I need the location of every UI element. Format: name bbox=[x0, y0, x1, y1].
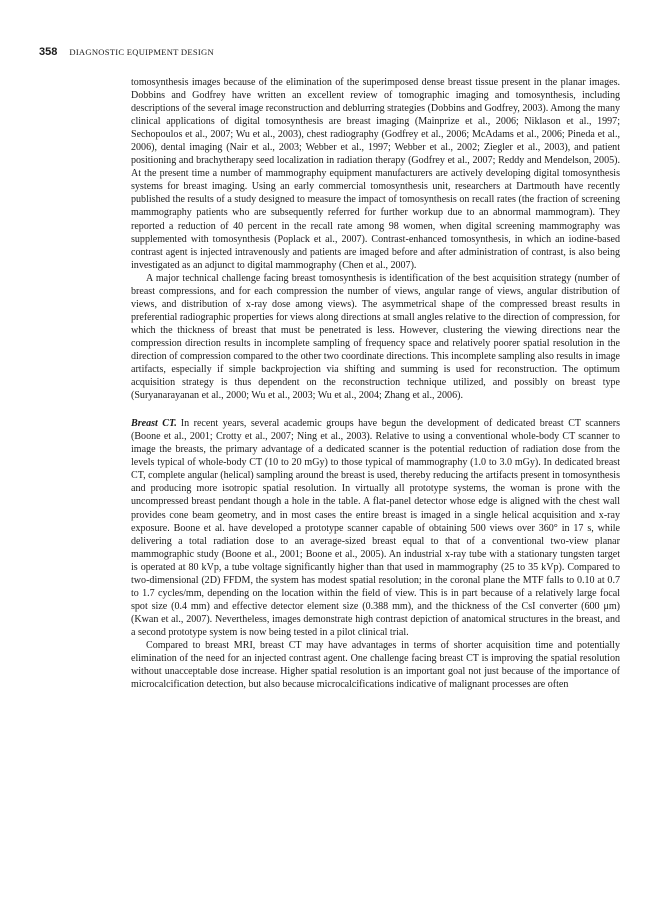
page-number: 358 bbox=[39, 46, 58, 58]
body-text bbox=[131, 76, 620, 691]
running-head bbox=[39, 46, 214, 60]
breast-ct-text: In recent years, several academic groups have begun the development of dedicated breast CT scanners (Boone et al., 2001; Crotty et al., 2007; Ning et al., 2003). Relative to using a conventional whole-body CT scanner to image the breasts, the primary advantage of a dedicated scanner is the potential reduction of radiation dose from the levels typical of whole-body CT (10 to 20 mGy) to those typical of mammography (1.0 to 3.0 mGy). In dedicated breast CT, complete angular (helical) sampling around the breast is used, thereby reducing the artifacts present in tomosynthesis and producing more isotropic spatial resolution. In virtually all prototype systems, the woman is prone with the uncompressed breast pendant though a hole in the table. A flat-panel detector whose edge is aligned with the chest wall provides cone beam geometry, and in most cases the entire breast is imaged in a single helical acquisition and x-ray exposure. Boone et al. have developed a prototype scanner capable of obtaining 500 views over 360° in 17 s, while delivering a total radiation dose to an average-sized breast equal to that of a conventional two-view planar mammographic study (Boone et al., 2001; Boone et al., 2005). An industrial x-ray tube with a stationary tungsten target is operated at 80 kVp, a tube voltage significantly higher than that used in mammography (25 to 35 kVp). Compared to two-dimensional (2D) FFDM, the system has modest spatial resolution; in the coronal plane the MTF falls to 0.10 at 0.7 to 1.7 cycles/mm, depending on the location within the field of view. This is in part because of a relatively large focal spot size (0.4 mm) and effective detector element size (0.388 mm), and the thickness of the CsI converter (600 μm) (Kwan et al., 2007). Nevertheless, images demonstrate high contrast depiction of anatomical structures in the breast, and a second prototype system is now being tested in a pilot clinical trial. bbox=[131, 418, 620, 638]
paragraph-breast-ct-vs-mri: Compared to breast MRI, breast CT may have advantages in terms of shorter acquisition time and potentially elimination of the need for an injected contrast agent. One challenge facing breast CT is improving the spatial resolution without unacceptable dose increase. Higher spatial resolution is an important goal not just because of the importance of microcalcification detection, but also because microcalcifications indicative of malignant processes are often bbox=[131, 639, 620, 691]
paragraph-acquisition-strategy: A major technical challenge facing breast tomosynthesis is identification of the best acquisition strategy (number of breast compressions, and for each compression the number of views, angular range of views, angular distribution of views, and distribution of x-ray dose among views). The asymmetrical shape of the compressed breast results in preferential radiographic properties for views along directions at small angles relative to the direction of compression, for which the thickness of breast that must be penetrated is less. However, clustering the viewing directions near the compression direction results in incomplete sampling of frequency space and relatively poorer spatial resolution in the direction of compression compared to the other two coordinate directions. This incomplete sampling also results in image artifacts, especially if simple backprojection via shifting and summing is used for reconstruction. The optimum acquisition strategy is thus dependent on the reconstruction technique utilized, and possibly on breast type (Suryanarayanan et al., 2000; Wu et al., 2003; Wu et al., 2004; Zhang et al., 2006). bbox=[131, 272, 620, 402]
section-spacer bbox=[131, 402, 620, 417]
paragraph-breast-ct bbox=[131, 417, 620, 639]
section-heading-breast-ct: Breast CT. bbox=[131, 418, 177, 430]
paragraph-tomosynthesis-applications: tomosynthesis images because of the elimination of the superimposed dense breast tissue present in the planar images. Dobbins and Godfrey have written an excellent review of tomographic imaging and tomosynthesis, including descriptions of the several image reconstruction and deblurring strategies (Dobbins and Godfrey, 2003). Among the many clinical applications of digital tomosynthesis are breast imaging (Mainprize et al., 2006; Niklason et al., 1997; Sechopoulos et al., 2007; Wu et al., 2003), chest radiography (Godfrey et al., 2006; McAdams et al., 2006; Pineda et al., 2006), dental imaging (Nair et al., 2003; Webber et al., 1997; Webber et al., 2002; Ziegler et al., 2003), and patient positioning and brachytherapy seed localization in radiation therapy (Godfrey et al., 2007; Reddy and Mendelson, 2005). At the present time a number of mammography equipment manufacturers are actively developing digital tomosynthesis systems for breast imaging. Using an early commercial tomosynthesis unit, researchers at Dartmouth have recently published the results of a study designed to measure the impact of tomosynthesis on recall rates (the fraction of screening mammography patients who are subsequently referred for further workup due to an abnormal mammogram). They reported a reduction of 40 percent in the recall rate among 98 women, when digital screening mammography was supplemented with tomosynthesis (Poplack et al., 2007). Contrast-enhanced tomosynthesis, in which an iodine-based contrast agent is injected intravenously and patients are imaged before and after administration of contrast, is also being investigated as an adjunct to digital mammography (Chen et al., 2007). bbox=[131, 77, 621, 271]
running-title: DIAGNOSTIC EQUIPMENT DESIGN bbox=[69, 47, 214, 57]
